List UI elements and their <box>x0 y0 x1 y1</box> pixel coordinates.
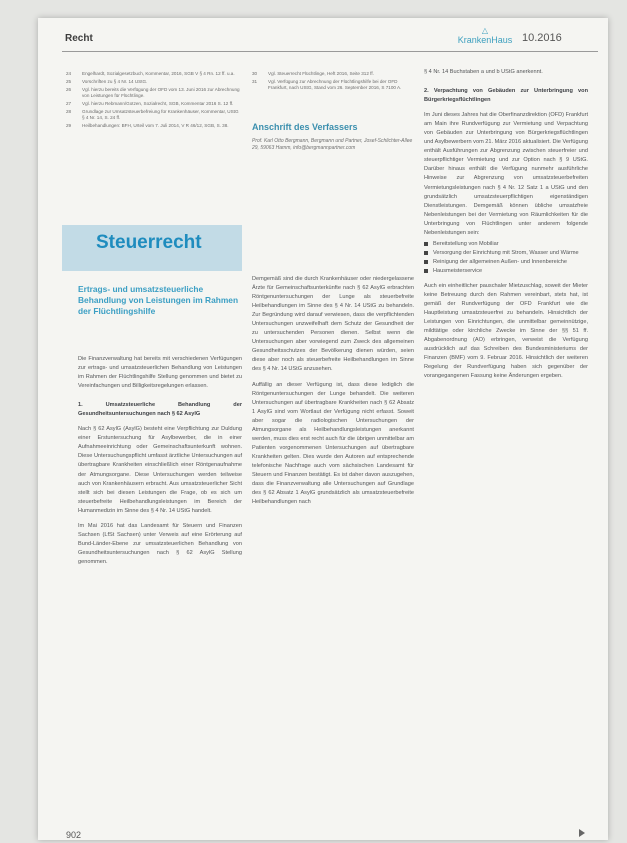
issue-date: 10.2016 <box>522 32 562 44</box>
footnote: 25 Vorschriften zu § 4 Nr. 14 UStG. <box>66 79 148 84</box>
paragraph: § 4 Nr. 14 Buchstaben a und b UStG anerkennt. <box>424 69 543 75</box>
author-heading: Anschrift des Verfassers <box>252 122 358 132</box>
article-heading: Ertrags- und umsatzsteuerliche Behandlung von Leistungen im Rahmen der Flüchtlingshilfe <box>78 284 239 316</box>
magazine-logo <box>456 27 514 46</box>
page-number: 902 <box>66 830 82 840</box>
list-item: Bereitstellung von Mobiliar <box>424 240 588 249</box>
bullet-icon <box>424 269 428 273</box>
list-item: Reinigung der allgemeinen Außen- und Innenbereiche <box>424 258 588 267</box>
footnote: 24 Engelhardt, Sozialgesetzbuch, Kommentar, 2016, SGB V § 4 Rn. 12 ff. u.a. <box>66 71 235 76</box>
text-column-2 <box>252 275 414 507</box>
footnote: 31 Vgl. Verfügung zur Abrechnung der Flüchtlingshilfe bei der OFD Frankfurt, nach UStG, Stand vom 26. September 2016, S 7100 A. <box>252 79 402 90</box>
continue-arrow-icon <box>579 829 585 837</box>
text-column-3 <box>424 68 588 382</box>
bullet-icon <box>424 260 428 264</box>
footnote: 30 Vgl. Steuerrecht Flüchtlinge, Heft 2016, Seite 312 ff. <box>252 71 374 76</box>
intro-paragraph: Die Finanzverwaltung hat bereits mit verschiedenen Verfügungen zur ertrags- und umsatzsteuerlichen Behandlung von Leistungen im Rahmen der Flüchtlingshilfe Stellung genommen und bietet zu Vereinfachungen und Billigkeitsregelungen erlassen. <box>78 356 242 390</box>
section-title: Recht <box>65 33 93 44</box>
page <box>38 18 608 840</box>
footnote: 26 Vgl. hierzu bereits die Verfügung der OFD vom 13. Juni 2016 zur Abrechnung von Leistungen für Flüchtlinge. <box>66 87 240 98</box>
paragraph: Auffällig an dieser Verfügung ist, dass diese lediglich die Röntgenuntersuchungen der Lunge behandelt. Die weiteren Untersuchungen auf übertragbare Krankheiten nach § 62 Absatz 1 AsylG sind vom Wortlaut der Verfügung nicht erfasst. Soweit aber sogar die radiologischen Untersuchungen der Atmungsorgane als Heilbehandlungsleistungen anerkannt werden, muss dies erst recht auch für die übrigen unmittelbar am Patienten vorgenommenen Untersuchungen auf übertragbare Krankheiten gelten. Dies wurde den Autoren auf entsprechende telefonische Nachfrage auch vom sächsischen Landesamt für Steuern und Finanzen bestätigt. Es ist daher davon auszugehen, dass die Finanzverwaltung alle Untersuchungen auf Grundlage des § 62 Absatz 1 AsylG grundsätzlich als umsatzsteuerbefreite Heilbehandlungen nach <box>252 381 414 506</box>
logo-mark-icon: △ <box>481 26 489 35</box>
subheading-1: 1. Umsatzsteuerliche Behandlung der Gesundheitsuntersuchungen nach § 62 AsylG <box>78 402 242 418</box>
bullet-icon <box>424 242 428 246</box>
text-column-1 <box>78 355 242 567</box>
paragraph: Auch ein einheitlicher pauschaler Mietzuschlag, soweit der Mieter keine Betreuung durch den Rahmen vereinbart, stets hat, ist gemäß der Rundverfügung der OFD Frankfurt wie die Hauptleistung umsatzsteuerfrei zu behandeln. Hinsichtlich der Leistungen von Einrichtungen, die unmittelbar gemeinnützige, mildtätige oder kirchliche Zwecke im Sinne der §§ 51 ff. Abgabenordnung (AO) erbringen, verweist die Verfügung ausdrücklich auf das Schreiben des Bundesministeriums der Finanzen (BMF) vom 9. Februar 2016. Hinsichtlich der weiteren Regelung der Rundverfügung haben sich gegenüber der vorangegangenen Fassung keine Änderungen ergeben. <box>424 282 588 380</box>
author-address: Prof. Karl Otto Bergmann, Bergmann und Partner, Josef-Schlichter-Allee 29, 59063 Hamm, info@bergmannpartner.com <box>252 138 413 151</box>
section-banner-title: Steuerrecht <box>96 232 202 253</box>
logo-text: KrankenHaus <box>457 35 513 45</box>
page-header <box>38 18 608 52</box>
header-divider <box>62 51 598 52</box>
footnote: 29 Heilbehandlungen: BFH, Urteil vom 7. Juli 2014, V R 46/12, SGB, S. 38. <box>66 123 229 128</box>
footnote: 27 Vgl. hierzu Rebmann/Gotzen, Sozialrecht, SGB, Kommentar 2016 S. 12 ff. <box>66 101 234 106</box>
bullet-icon <box>424 251 428 255</box>
footnotes-left <box>66 71 242 131</box>
paragraph: Im Mai 2016 hat das Landesamt für Steuern und Finanzen Sachsen (LfSt Sachsen) unter Verweis auf eine Erörterung auf Bund-Länder-Ebene zur umsatzsteuerlichen Behandlung von Gesundheitsuntersuchungen nach § 62 AsylG Stellung genommen. <box>78 522 242 565</box>
paragraph: Im Juni dieses Jahres hat die Oberfinanzdirektion (OFD) Frankfurt am Main ihre Rundverfügung zur Vermietung und Verpachtung von Gebäuden zur Unterbringung von Bürgerkriegsflüchtlingen und Asylbewerbern vom 21. März 2016 aktualisiert. Die Verfügung enthält Ausführungen zur Abgrenzung zwischen steuerfreier und steuerpflichtiger Vermietung und zur Option nach § 9 UStG. Darüber hinaus enthält die Verfügung nunmehr ausführliche Hinweise zur Abgrenzung von umsatzsteuerbefreiten Vermietungsleistungen nach § 4 Nr. 12 Satz 1 a UStG und den grundsätzlich umsatzsteuerpflichtigen eigenständigen Dienstleistungen. Demgemäß können übliche umsatzfreie Nebenleistungen bei der Vermietung von Räumlichkeiten für die Unterbringung von Flüchtlingen unter anderem folgende Nebenleistungen sein: <box>424 112 588 236</box>
bullet-list <box>424 240 588 276</box>
paragraph: Demgemäß sind die durch Krankenhäuser oder niedergelassene Ärzte für Gemeinschaftsunterkünfte nach § 62 AsylG erbrachten Röntgenuntersuchungen der Lunge als steuerbefreite Heilbehandlungen im Sinne des § 4 Nr. 14 UStG zu behandeln. Zur Begründung wird darauf verwiesen, dass die verpflichtenden Untersuchungen unzweifelhaft dem Schutz der Gesundheit der zu untersuchenden Personen dienen. Selbst wenn die Untersuchungen aber vorwiegend zum Zweck des allgemeinen Gesundheitsschutzes der Bevölkerung dienen würden, seien diese aber noch als steuerbefreite Heilbehandlungen im Sinne des § 4 Nr. 14 UStG anzusehen. <box>252 276 414 373</box>
paragraph: Nach § 62 AsylG (AsylG) besteht eine Verpflichtung zur Duldung einer Erstuntersuchung für Asylbewerber, die in einer Aufnahmeeinrichtung oder Gemeinschaftsunterkunft wohnen. Diese Untersuchungspflicht umfasst ärztliche Untersuchungen auf übertragbare Krankheiten einschließlich einer Röntgenaufnahme der Atmungsorgane. Diese Untersuchungen werden teilweise auch von Krankenhäusern erbracht. Aus umsatzsteuerlicher Sicht stellt sich bei diesen Leistungen die Frage, ob es sich um steuerbefreite Heilbehandlungsleistungen im Bereich der Humanmedizin im Sinne des § 4 Nr. 14 UStG handelt. <box>78 426 242 514</box>
list-item: Hausmeisterservice <box>424 267 588 276</box>
subheading-2: 2. Verpachtung von Gebäuden zur Unterbringung von Bürgerkriegsflüchtlingen <box>424 88 588 104</box>
list-item: Versorgung der Einrichtung mit Strom, Wasser und Wärme <box>424 249 588 258</box>
footnote: 28 Grundlage zur Umsatzsteuerbefreiung für Krankenhäuser, Kommentar, UStG § 4 Nr. 14, S. 24 ff. <box>66 109 239 120</box>
footnotes-right <box>252 71 414 93</box>
